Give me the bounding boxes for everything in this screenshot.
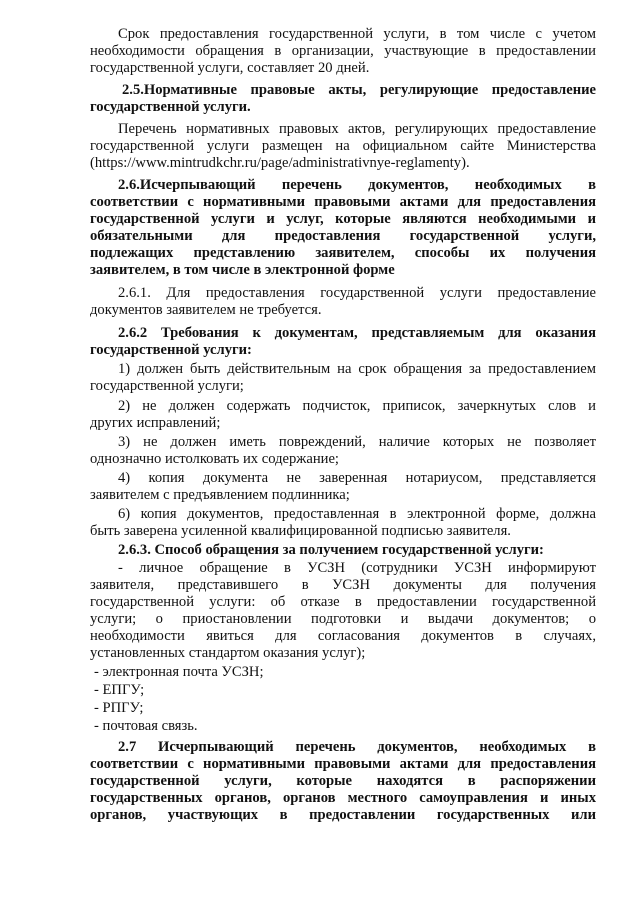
section-heading: государственной услуги, которые находятся в распоряжении [90, 773, 596, 789]
text-line: государственной услуги; [90, 378, 244, 394]
section-heading: 2.6.2 Требования к документам, представляемым для оказания [118, 325, 596, 341]
section-heading: заявителем, в том числе в электронной форме [90, 262, 395, 278]
section-heading: соответствии с нормативными правовыми актами для предоставления [90, 194, 596, 210]
section-heading: 2.7 Исчерпывающий перечень документов, необходимых в [118, 739, 596, 755]
text-line: быть заверена усиленной квалифицированной подписью заявителя. [90, 523, 511, 539]
list-item: - личное обращение в УСЗН (сотрудники УСЗН информируют [118, 560, 596, 576]
section-heading: 2.5.Нормативные правовые акты, регулирующие предоставление [122, 82, 596, 98]
text-line: однозначно истолковать их содержание; [90, 451, 339, 467]
text-line: необходимости явиться для согласования документов в случаях, [90, 628, 596, 644]
text-line: услуги; о приостановлении подготовки и выдачи документов; о [90, 611, 596, 627]
list-item: 4) копия документа не заверенная нотариусом, представляется [118, 470, 596, 486]
section-heading: государственной услуги и услуг, которые являются необходимыми и [90, 211, 596, 227]
list-item: 3) не должен иметь повреждений, наличие которых не позволяет [118, 434, 596, 450]
list-item: - РПГУ; [94, 700, 144, 716]
section-heading: государственной услуги: [90, 342, 252, 358]
text-line: Срок предоставления государственной услуги, в том числе с учетом [118, 26, 596, 42]
section-heading: 2.6.3. Способ обращения за получением государственной услуги: [118, 542, 544, 558]
text-line: других исправлений; [90, 415, 221, 431]
section-heading: государственных органов, органов местного самоуправления и иных [90, 790, 596, 806]
section-heading: государственной услуги. [90, 99, 251, 115]
section-heading: 2.6.Исчерпывающий перечень документов, необходимых в [118, 177, 596, 193]
list-item: - почтовая связь. [94, 718, 198, 734]
section-heading: обязательными для предоставления государственной услуги, [90, 228, 596, 244]
list-item: - электронная почта УСЗН; [94, 664, 264, 680]
list-item: - ЕПГУ; [94, 682, 145, 698]
text-line: Перечень нормативных правовых актов, регулирующих предоставление [118, 121, 596, 137]
section-heading: подлежащих представлению заявителем, способы их получения [90, 245, 596, 261]
text-line: 2.6.1. Для предоставления государственной услуги предоставление [118, 285, 596, 301]
section-heading: соответствии с нормативными правовыми актами для предоставления [90, 756, 596, 772]
list-item: 6) копия документов, предоставленная в электронной форме, должна [118, 506, 596, 522]
text-line: заявителем с предъявлением подлинника; [90, 487, 350, 503]
text-line: (https://www.mintrudkchr.ru/page/administrativnye-reglamenty). [90, 155, 470, 171]
text-line: государственной услуги размещен на официальном сайте Министерства [90, 138, 596, 154]
text-line: документов заявителем не требуется. [90, 302, 322, 318]
text-line: установленных стандартом оказания услуг); [90, 645, 366, 661]
section-heading: органов, участвующих в предоставлении государственных или [90, 807, 596, 823]
list-item: 2) не должен содержать подчисток, приписок, зачеркнутых слов и [118, 398, 596, 414]
text-line: заявителя, представившего в УСЗН документы для получения [90, 577, 596, 593]
text-line: государственной услуги: об отказе в предоставлении государственной [90, 594, 596, 610]
list-item: 1) должен быть действительным на срок обращения за предоставлением [118, 361, 596, 377]
text-line: необходимости обращения в организации, участвующие в предоставлении [90, 43, 596, 59]
text-line: государственной услуги, составляет 20 дней. [90, 60, 370, 76]
